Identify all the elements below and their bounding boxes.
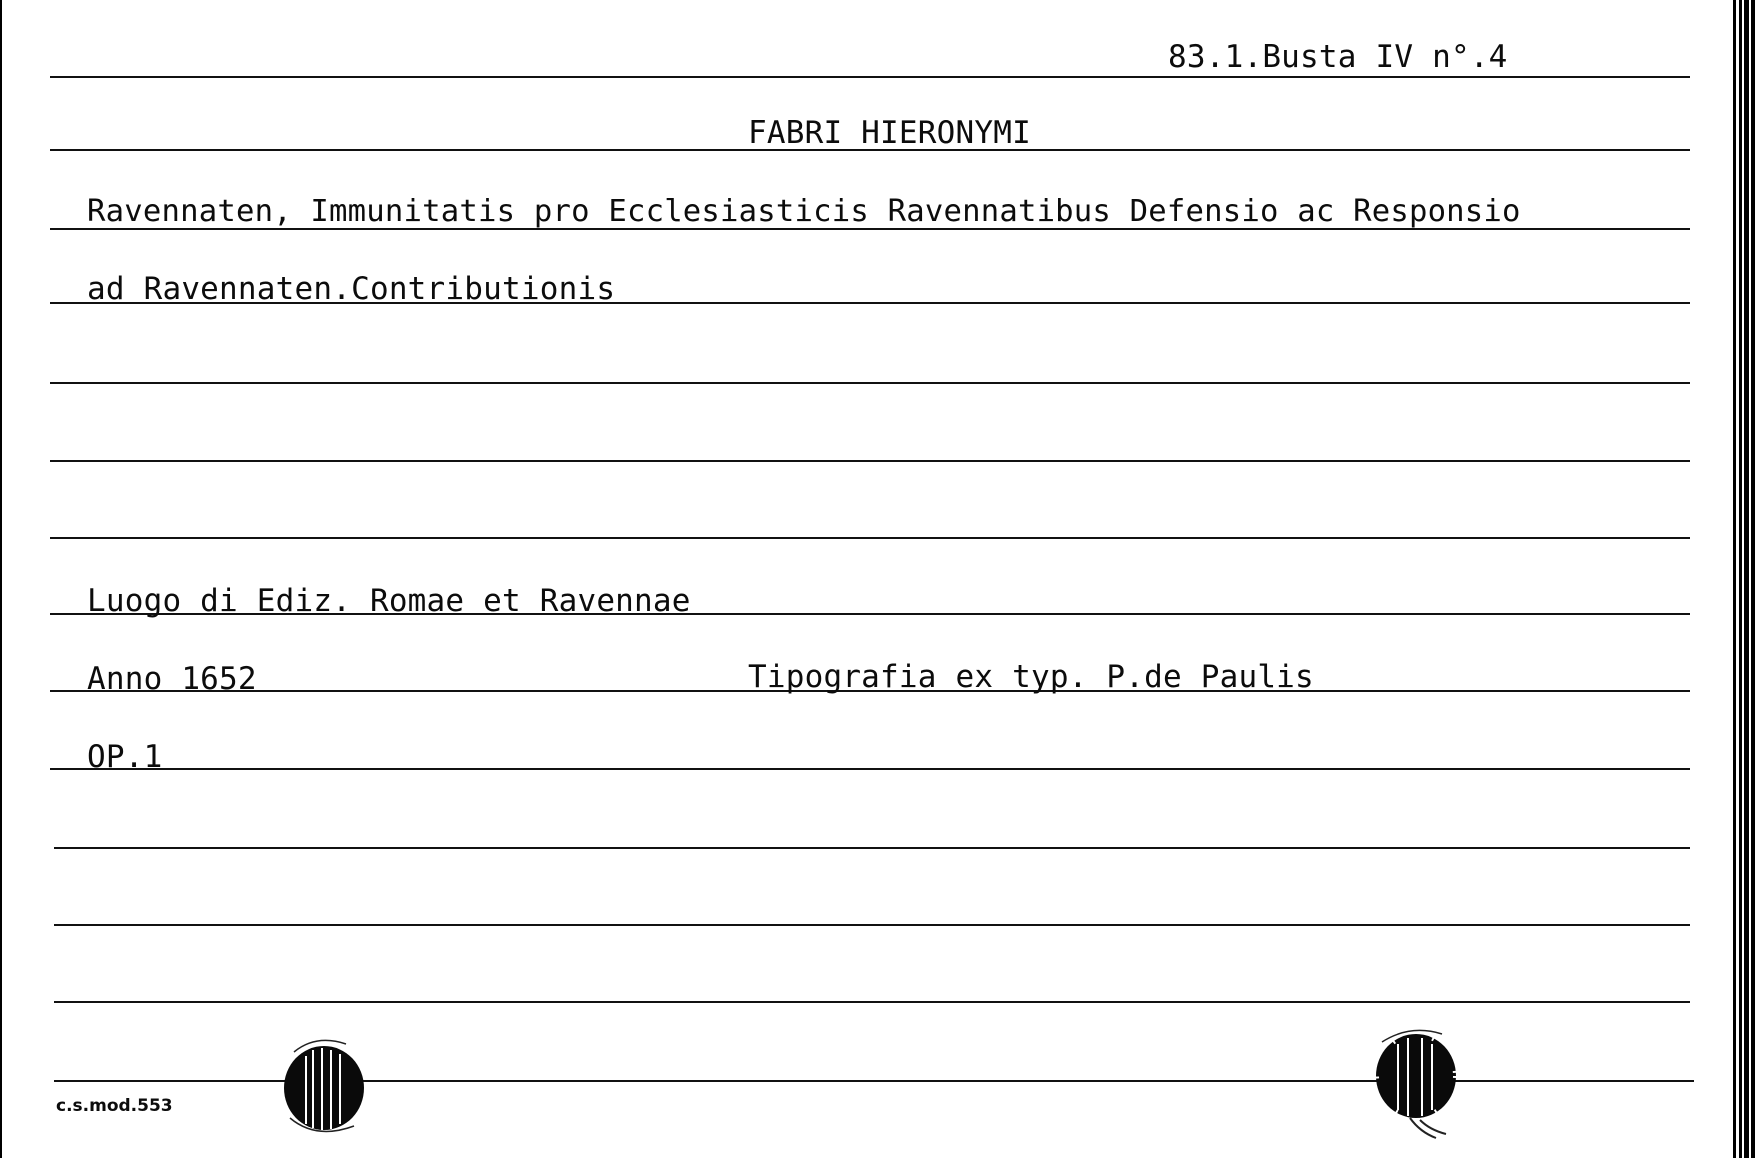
place-of-publication: Luogo di Ediz. Romae et Ravennae bbox=[87, 583, 691, 619]
ruled-line bbox=[54, 924, 1690, 926]
publication-year: Anno 1652 bbox=[87, 661, 257, 697]
punch-hole-right bbox=[1370, 1024, 1470, 1144]
card-right-edge bbox=[1729, 0, 1755, 1158]
title-line-2: ad Ravennaten.Contributionis bbox=[87, 271, 616, 307]
ruled-line bbox=[50, 768, 1690, 770]
card-left-edge bbox=[0, 0, 2, 1158]
form-code: c.s.mod.553 bbox=[56, 1096, 173, 1116]
printer: Tipografia ex typ. P.de Paulis bbox=[748, 659, 1314, 695]
ruled-line bbox=[50, 76, 1690, 78]
ruled-line bbox=[50, 537, 1690, 539]
punch-hole-left bbox=[276, 1032, 372, 1136]
ruled-line bbox=[50, 460, 1690, 462]
ruled-line bbox=[54, 1001, 1690, 1003]
author-heading: FABRI HIERONYMI bbox=[748, 115, 1031, 151]
ruled-line bbox=[50, 382, 1690, 384]
title-line-1: Ravennaten, Immunitatis pro Ecclesiasticis Ravennatibus Defensio ac Responsio bbox=[87, 194, 1521, 229]
shelfmark: 83.1.Busta IV n°.4 bbox=[1168, 39, 1508, 75]
ruled-line bbox=[54, 847, 1690, 849]
op-number: OP.1 bbox=[87, 739, 163, 775]
